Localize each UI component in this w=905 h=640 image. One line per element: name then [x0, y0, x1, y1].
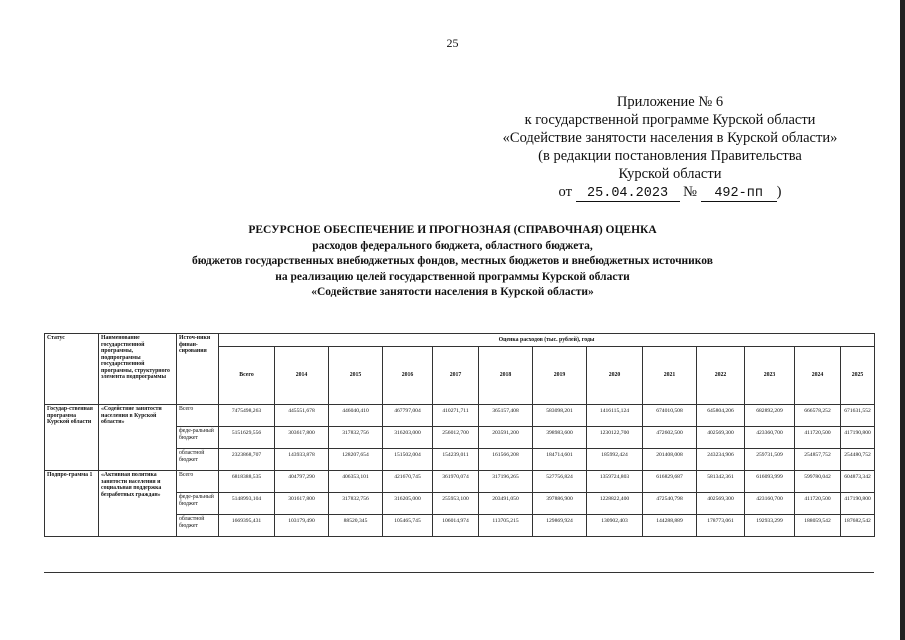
- appendix-line-3: «Содействие занятости населения в Курской области»: [502, 130, 838, 146]
- page-number: 25: [446, 36, 459, 50]
- row-value: 154239,011: [433, 449, 479, 471]
- row-source: феде-ральный бюджет: [177, 427, 219, 449]
- appendix-line-5: Курской области: [618, 166, 722, 182]
- row-value: 361970,074: [433, 471, 479, 493]
- row-value: 581342,361: [697, 471, 745, 493]
- row-value: 303617,800: [275, 427, 329, 449]
- header-year: 2025: [841, 347, 875, 405]
- row-value: 604873,342: [841, 471, 875, 493]
- row-value: 616093,999: [745, 471, 795, 493]
- row-program-name: «Содействие занятости населения в Курской области»: [99, 405, 177, 471]
- appendix-date-line: [470, 183, 870, 202]
- row-value: 128207,654: [329, 449, 383, 471]
- row-value: 682892,209: [745, 405, 795, 427]
- row-value: 187682,542: [841, 515, 875, 537]
- row-value: 316205,000: [383, 493, 433, 515]
- header-year: 2020: [587, 347, 643, 405]
- header-year: 2022: [697, 347, 745, 405]
- header-year: 2014: [275, 347, 329, 405]
- header-year: 2019: [533, 347, 587, 405]
- row-value: 201408,008: [643, 449, 697, 471]
- appendix-line-2: к государственной программе Курской области: [524, 112, 816, 128]
- table-row: [45, 471, 875, 493]
- row-value: 5148993,104: [219, 493, 275, 515]
- row-value: 671631,552: [841, 405, 875, 427]
- row-value: 317832,756: [329, 493, 383, 515]
- row-value: 404797,290: [275, 471, 329, 493]
- row-status: Подпро-грамма 1: [45, 471, 99, 537]
- header-total: Всего: [219, 347, 275, 405]
- document-title: [0, 223, 905, 301]
- row-value: 192933,299: [745, 515, 795, 537]
- row-value: 88520,345: [329, 515, 383, 537]
- row-value: 599780,042: [795, 471, 841, 493]
- row-value: 7475498,263: [219, 405, 275, 427]
- row-value: 184714,601: [533, 449, 587, 471]
- row-value: 423360,700: [745, 427, 795, 449]
- scan-edge: [900, 0, 905, 640]
- row-value: 106014,974: [433, 515, 479, 537]
- row-value: 417190,800: [841, 493, 875, 515]
- header-year: 2018: [479, 347, 533, 405]
- title-line-4: на реализацию целей государственной программы Курской области: [275, 270, 630, 283]
- table-bottom-rule: [44, 572, 874, 573]
- row-value: 398983,600: [533, 427, 587, 449]
- row-value: 143933,878: [275, 449, 329, 471]
- row-value: 402569,300: [697, 493, 745, 515]
- row-value: 645804,206: [697, 405, 745, 427]
- row-value: 105465,745: [383, 515, 433, 537]
- row-value: 316203,000: [383, 427, 433, 449]
- row-value: 255953,100: [433, 493, 479, 515]
- row-value: 467797,004: [383, 405, 433, 427]
- row-source: Всего: [177, 405, 219, 427]
- appendix-line-4: (в редакции постановления Правительства: [538, 148, 802, 164]
- row-value: 256012,700: [433, 427, 479, 449]
- row-value: 445551,678: [275, 405, 329, 427]
- header-name: Наименование государственной программы, подпрограммы государственной программы, структурного элемента подпрограммы: [99, 334, 177, 405]
- row-value: 151502,004: [383, 449, 433, 471]
- row-source: областной бюджет: [177, 515, 219, 537]
- number-label: №: [683, 184, 698, 200]
- decree-number: 492-пп: [701, 186, 777, 202]
- row-value: 203491,050: [479, 493, 533, 515]
- row-value: 421670,745: [383, 471, 433, 493]
- row-value: 317196,265: [479, 471, 533, 493]
- row-value: 411720,500: [795, 427, 841, 449]
- row-value: 5151629,556: [219, 427, 275, 449]
- header-year: 2015: [329, 347, 383, 405]
- row-value: 410271,711: [433, 405, 479, 427]
- row-value: 6818388,535: [219, 471, 275, 493]
- header-year: 2016: [383, 347, 433, 405]
- header-year: 2021: [643, 347, 697, 405]
- row-value: 317832,756: [329, 427, 383, 449]
- row-source: феде-ральный бюджет: [177, 493, 219, 515]
- close-paren: ): [776, 184, 782, 200]
- title-line-2: расходов федерального бюджета, областного бюджета,: [312, 239, 593, 252]
- row-value: 1359724,803: [587, 471, 643, 493]
- row-value: 178773,061: [697, 515, 745, 537]
- table-row: [45, 405, 875, 427]
- title-line-5: «Содействие занятости населения в Курской области»: [311, 286, 594, 298]
- header-year: 2023: [745, 347, 795, 405]
- row-value: 144288,889: [643, 515, 697, 537]
- header-year: 2017: [433, 347, 479, 405]
- row-value: 2323868,707: [219, 449, 275, 471]
- row-value: 1230122,700: [587, 427, 643, 449]
- from-label: от: [558, 184, 572, 200]
- row-value: 188059,542: [795, 515, 841, 537]
- row-value: 254857,752: [795, 449, 841, 471]
- row-value: 527756,824: [533, 471, 587, 493]
- row-value: 472540,798: [643, 493, 697, 515]
- row-program-name: «Активная политика занятости населения и социальная поддержка безработных граждан»: [99, 471, 177, 537]
- row-value: 243234,906: [697, 449, 745, 471]
- title-line-1: РЕСУРСНОЕ ОБЕСПЕЧЕНИЕ И ПРОГНОЗНАЯ (СПРАВОЧНАЯ) ОЦЕНКА: [248, 224, 657, 236]
- row-value: 1416115,124: [587, 405, 643, 427]
- header-source: Источ-ники финан-сирования: [177, 334, 219, 405]
- row-value: 472602,500: [643, 427, 697, 449]
- header-status: Статус: [45, 334, 99, 405]
- decree-date: 25.04.2023: [576, 186, 680, 202]
- row-value: 674010,508: [643, 405, 697, 427]
- row-value: 616829,687: [643, 471, 697, 493]
- row-value: 402569,300: [697, 427, 745, 449]
- row-value: 1669395,431: [219, 515, 275, 537]
- row-value: 185992,424: [587, 449, 643, 471]
- row-value: 446040,410: [329, 405, 383, 427]
- row-value: 301617,800: [275, 493, 329, 515]
- row-value: 583098,201: [533, 405, 587, 427]
- row-value: 203591,200: [479, 427, 533, 449]
- row-value: 161566,208: [479, 449, 533, 471]
- row-status: Государ-ственная программа Курской области: [45, 405, 99, 471]
- title-line-3: бюджетов государственных внебюджетных фондов, местных бюджетов и внебюджетных источников: [192, 255, 713, 267]
- resource-table: [44, 333, 875, 537]
- header-estimate: Оценка расходов (тыс. рублей), годы: [219, 334, 875, 347]
- row-source: областной бюджет: [177, 449, 219, 471]
- row-value: 1228822,400: [587, 493, 643, 515]
- row-value: 397886,900: [533, 493, 587, 515]
- row-value: 406353,101: [329, 471, 383, 493]
- row-value: 130902,403: [587, 515, 643, 537]
- row-value: 113705,215: [479, 515, 533, 537]
- row-value: 423160,700: [745, 493, 795, 515]
- row-value: 103179,490: [275, 515, 329, 537]
- row-value: 254480,752: [841, 449, 875, 471]
- row-value: 365157,408: [479, 405, 533, 427]
- row-value: 411720,500: [795, 493, 841, 515]
- appendix-block: [470, 93, 870, 202]
- row-value: 666578,252: [795, 405, 841, 427]
- row-value: 259731,509: [745, 449, 795, 471]
- appendix-line-1: Приложение № 6: [616, 94, 724, 110]
- row-source: Всего: [177, 471, 219, 493]
- header-year: 2024: [795, 347, 841, 405]
- row-value: 129869,924: [533, 515, 587, 537]
- row-value: 417190,800: [841, 427, 875, 449]
